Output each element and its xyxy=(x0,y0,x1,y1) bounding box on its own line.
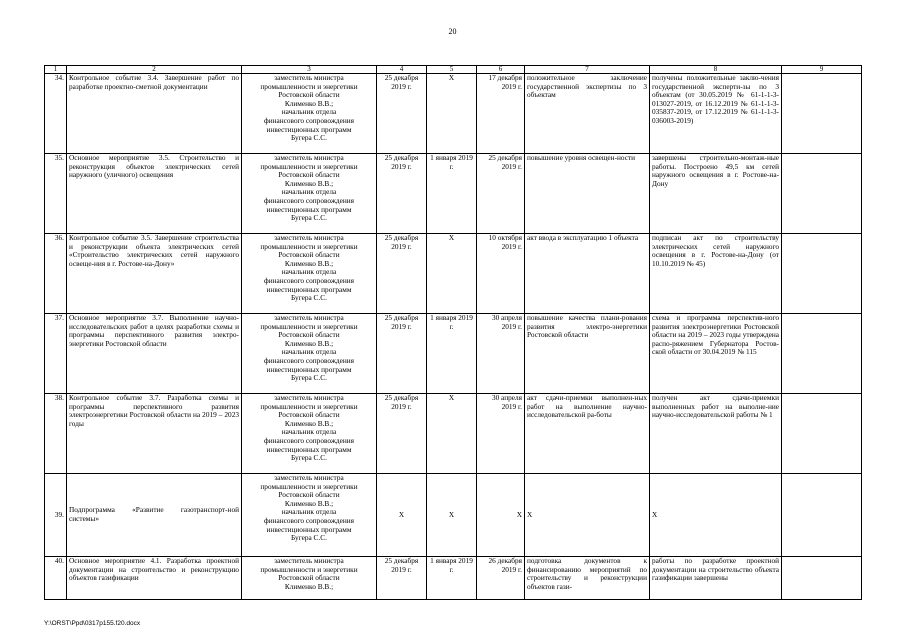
responsible-line: финансового сопровождения xyxy=(263,115,354,125)
column-header: 8 xyxy=(650,66,782,74)
responsible-line: заместитель министра xyxy=(274,153,344,162)
table-row xyxy=(45,474,862,557)
fact-end-cell: 30 апреля 2019 г. xyxy=(477,314,525,394)
responsible-line: промышленности и энергетики xyxy=(260,81,358,91)
column-header: 5 xyxy=(427,66,477,74)
responsible-cell xyxy=(242,474,377,557)
responsible-cell xyxy=(242,154,377,234)
event-cell: Контрольное событие 3.4. Завершение работ по разработке проектно-сметной документации xyxy=(67,74,242,154)
responsible-line: начальник отдела xyxy=(281,187,337,197)
event-cell: Основное мероприятие 4.1. Разработка проектной документации на строительство и реконструкцию объектов газификации xyxy=(67,557,242,600)
actual-result-cell: подписан акт по строительству электрических сетей наружного освещения в г. Ростове-на-Дону (от 10.10.2019 № 45) xyxy=(650,234,782,314)
row-number-cell: 40. xyxy=(45,557,67,600)
planned-result-cell: повышение уровня освещен-ности xyxy=(525,154,650,234)
responsible-line: Ростовской области xyxy=(278,490,340,500)
planned-result-cell: акт сдачи-приемки выполнен-ных работ на выполнение научно-исследовательской ра-боты xyxy=(525,394,650,474)
row-number-cell: 34. xyxy=(45,74,67,154)
fact-start-cell: 1 января 2019 г. xyxy=(427,154,477,234)
actual-result-cell: схема и программа перспектив-ного развития электроэнергетики Ростовской области на 2019 – 2023 годы утверждена распо-ряжением Губернатора Ростов-ской области от 30.04.2019 № 115 xyxy=(650,314,782,394)
reason-cell xyxy=(782,394,862,474)
fact-start-cell: X xyxy=(427,474,477,557)
responsible-line: инвестиционных программ xyxy=(266,364,352,374)
table-row xyxy=(45,234,862,314)
table-row xyxy=(45,394,862,474)
fact-start-cell: 1 января 2019 г. xyxy=(427,314,477,394)
responsible-line: инвестиционных программ xyxy=(266,204,352,214)
column-number-row xyxy=(45,66,862,74)
reason-cell xyxy=(782,154,862,234)
row-number-cell: 36. xyxy=(45,234,67,314)
responsible-line: заместитель министра xyxy=(274,393,344,402)
event-cell: Основное мероприятие 3.7. Выполнение научно-исследовательских работ в целях разработки схемы и программы перспективного развития электро-энергетики Ростовской области xyxy=(67,314,242,394)
plan-date-cell: 25 декабря 2019 г. xyxy=(377,314,427,394)
planned-result-cell: акт ввода в эксплуатацию 1 объекта xyxy=(525,234,650,314)
fact-start-cell: X xyxy=(427,394,477,474)
fact-end-cell: 17 декабря 2019 г. xyxy=(477,74,525,154)
responsible-line: промышленности и энергетики xyxy=(260,564,358,574)
actual-result-cell: завершены строительно-монтаж-ные работы. Построено 49,5 км сетей наружного освещения в г. Ростове-на-Дону xyxy=(650,154,782,234)
responsible-cell xyxy=(242,234,377,314)
responsible-line: начальник отдела xyxy=(281,267,337,277)
responsible-line: финансового сопровождения xyxy=(263,435,354,445)
responsible-line: Бугера С.С. xyxy=(291,453,327,463)
responsible-line: Ростовской области xyxy=(278,410,340,420)
column-header: 6 xyxy=(477,66,525,74)
responsible-cell xyxy=(242,557,377,600)
responsible-line: Бугера С.С. xyxy=(291,293,327,303)
fact-end-cell: 30 апреля 2019 г. xyxy=(477,394,525,474)
responsible-line: Бугера С.С. xyxy=(291,373,327,383)
responsible-line: Ростовской области xyxy=(278,330,340,340)
reason-cell xyxy=(782,234,862,314)
planned-result-cell: подготовка документов к финансированию мероприятий по строительству и реконструкции объектов гази- xyxy=(525,557,650,600)
responsible-line: Ростовской области xyxy=(278,90,340,100)
row-number-cell: 38. xyxy=(45,394,67,474)
responsible-line: Клименко В.В.; xyxy=(284,581,334,591)
column-header: 7 xyxy=(525,66,650,74)
actual-result-cell: получен акт сдачи-приемки выполненных работ на выполне-ние научно-исследовательской работы № 1 xyxy=(650,394,782,474)
responsible-line: Бугера С.С. xyxy=(291,213,327,223)
fact-end-cell: 25 декабря 2019 г. xyxy=(477,154,525,234)
table-row xyxy=(45,557,862,600)
responsible-line: инвестиционных программ xyxy=(266,124,352,134)
responsible-line: Ростовской области xyxy=(278,250,340,260)
event-cell: Контрольное событие 3.7. Разработка схемы и программы перспективного развития электроэнергетики Ростовской области на 2019 – 2023 годы xyxy=(67,394,242,474)
reason-cell xyxy=(782,314,862,394)
responsible-line: заместитель министра xyxy=(274,73,344,82)
responsible-cell xyxy=(242,74,377,154)
responsible-line: Клименко В.В.; xyxy=(284,178,334,188)
responsible-line: Клименко В.В.; xyxy=(284,498,334,508)
responsible-line: заместитель министра xyxy=(274,556,344,565)
event-cell: Подпрограмма «Развитие газотранспорт-ной системы» xyxy=(67,474,242,557)
row-number-cell: 39. xyxy=(45,474,67,557)
responsible-line: начальник отдела xyxy=(281,347,337,357)
responsible-line: Ростовской области xyxy=(278,573,340,583)
reason-cell xyxy=(782,557,862,600)
actual-result-cell: получены положительные заклю-чения государственной эксперти-зы по 3 объектам (от 30.05.2019 № 61-1-1-3-013027-2019, от 16.12.2019 № 61-1-1-3-035837-2019, от 17.12.2019 № 61-1-1-3-036003-2019) xyxy=(650,74,782,154)
plan-date-cell: 25 декабря 2019 г. xyxy=(377,394,427,474)
column-header: 9 xyxy=(782,66,862,74)
column-header: 1 xyxy=(45,66,67,74)
column-header: 3 xyxy=(242,66,377,74)
fact-start-cell: X xyxy=(427,74,477,154)
responsible-line: финансового сопровождения xyxy=(263,355,354,365)
responsible-line: Клименко В.В.; xyxy=(284,418,334,428)
row-number-cell: 35. xyxy=(45,154,67,234)
column-header: 4 xyxy=(377,66,427,74)
responsible-line: начальник отдела xyxy=(281,507,337,517)
column-header: 2 xyxy=(67,66,242,74)
responsible-line: промышленности и энергетики xyxy=(260,401,358,411)
responsible-line: начальник отдела xyxy=(281,427,337,437)
fact-start-cell: 1 января 2019 г. xyxy=(427,557,477,600)
table-row xyxy=(45,74,862,154)
table-row xyxy=(45,154,862,234)
responsible-line: начальник отдела xyxy=(281,107,337,117)
page-number: 20 xyxy=(448,27,457,36)
fact-end-cell: X xyxy=(477,474,525,557)
plan-date-cell: 25 декабря 2019 г. xyxy=(377,557,427,600)
planned-result-cell: положительное заключение государственной экспертизы по 3 объектам xyxy=(525,74,650,154)
responsible-line: инвестиционных программ xyxy=(266,444,352,454)
responsible-line: заместитель министра xyxy=(274,313,344,322)
actual-result-cell: работы по разработке проектной документации на строительство объекта газификации завершены xyxy=(650,557,782,600)
file-path-footer: Y:\ORST\Ppd\0317p155.f20.docx xyxy=(44,620,141,627)
responsible-line: Клименко В.В.; xyxy=(284,258,334,268)
reason-cell xyxy=(782,74,862,154)
actual-result-cell: X xyxy=(650,474,782,557)
responsible-line: промышленности и энергетики xyxy=(260,241,358,251)
event-cell: Контрольное событие 3.5. Завершение строительства и реконструкции объекта электрических сетей «Строительство электрических сетей наружного освеще-ния в г. Ростове-на-Дону» xyxy=(67,234,242,314)
plan-date-cell: 25 декабря 2019 г. xyxy=(377,234,427,314)
report-table xyxy=(44,65,862,600)
responsible-line: Бугера С.С. xyxy=(291,533,327,543)
responsible-line: заместитель министра xyxy=(274,473,344,482)
responsible-line: инвестиционных программ xyxy=(266,284,352,294)
responsible-line: промышленности и энергетики xyxy=(260,161,358,171)
responsible-line: финансового сопровождения xyxy=(263,275,354,285)
responsible-line: Ростовской области xyxy=(278,170,340,180)
event-cell: Основное мероприятие 3.5. Строительство и реконструкция объектов электрических сетей наружного (уличного) освещения xyxy=(67,154,242,234)
responsible-cell xyxy=(242,394,377,474)
plan-date-cell: 25 декабря 2019 г. xyxy=(377,74,427,154)
responsible-line: промышленности и энергетики xyxy=(260,481,358,491)
responsible-line: Клименко В.В.; xyxy=(284,98,334,108)
planned-result-cell: X xyxy=(525,474,650,557)
plan-date-cell: 25 декабря 2019 г. xyxy=(377,154,427,234)
fact-start-cell: X xyxy=(427,234,477,314)
table-row xyxy=(45,314,862,394)
planned-result-cell: повышение качества плани-рования развития электро-энергетики Ростовской области xyxy=(525,314,650,394)
row-number-cell: 37. xyxy=(45,314,67,394)
responsible-line: заместитель министра xyxy=(274,233,344,242)
fact-end-cell: 26 декабря 2019 г. xyxy=(477,557,525,600)
responsible-cell xyxy=(242,314,377,394)
responsible-line: финансового сопровождения xyxy=(263,195,354,205)
reason-cell xyxy=(782,474,862,557)
responsible-line: финансового сопровождения xyxy=(263,515,354,525)
responsible-line: Клименко В.В.; xyxy=(284,338,334,348)
responsible-line: инвестиционных программ xyxy=(266,524,352,534)
fact-end-cell: 10 октября 2019 г. xyxy=(477,234,525,314)
responsible-line: Бугера С.С. xyxy=(291,133,327,143)
responsible-line: промышленности и энергетики xyxy=(260,321,358,331)
plan-date-cell: X xyxy=(377,474,427,557)
